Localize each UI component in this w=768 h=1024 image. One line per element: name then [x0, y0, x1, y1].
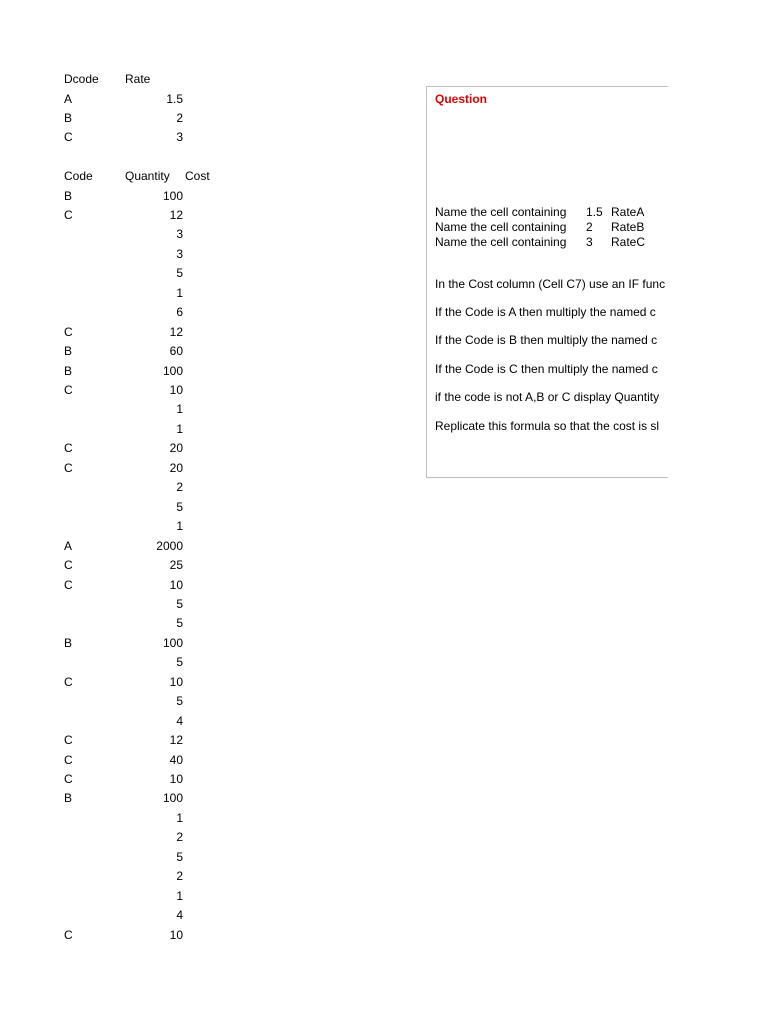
dcode-cell[interactable]: A	[64, 91, 73, 106]
rate-cell[interactable]: 2	[176, 110, 183, 125]
header-cost[interactable]: Cost	[185, 169, 210, 183]
instruction-line: If the Code is C then multiply the named c	[435, 362, 658, 376]
quantity-cell[interactable]: 10	[169, 577, 183, 592]
code-cell[interactable]: B	[64, 188, 73, 203]
name-instruction-value: 3	[586, 235, 593, 249]
quantity-cell[interactable]: 100	[162, 188, 183, 203]
header-quantity[interactable]: Quantity	[125, 169, 170, 183]
code-cell[interactable]: C	[64, 207, 73, 222]
quantity-cell[interactable]: 12	[169, 207, 183, 222]
quantity-cell[interactable]: 10	[169, 927, 183, 942]
quantity-cell[interactable]: 10	[169, 674, 183, 689]
quantity-cell[interactable]: 4	[176, 713, 183, 728]
name-instruction-text: Name the cell containing	[435, 220, 567, 234]
header-code[interactable]: Code	[64, 169, 93, 183]
code-cell[interactable]: C	[64, 460, 73, 475]
code-cell[interactable]: C	[64, 324, 73, 339]
code-cell[interactable]: A	[64, 538, 73, 553]
quantity-cell[interactable]: 5	[176, 596, 183, 611]
quantity-cell[interactable]: 20	[169, 460, 183, 475]
quantity-cell[interactable]: 2	[176, 869, 183, 884]
quantity-cell[interactable]: 12	[169, 324, 183, 339]
quantity-cell[interactable]: 5	[176, 655, 183, 670]
name-instruction-text: Name the cell containing	[435, 205, 567, 219]
quantity-cell[interactable]: 1	[176, 810, 183, 825]
dcode-cell[interactable]: B	[64, 110, 73, 125]
header-dcode[interactable]: Dcode	[64, 72, 99, 86]
code-cell[interactable]: B	[64, 635, 73, 650]
name-instruction-name: RateB	[611, 220, 645, 234]
name-instruction-name: RateC	[611, 235, 646, 249]
rate-cell[interactable]: 3	[176, 130, 183, 145]
quantity-cell[interactable]: 1	[176, 421, 183, 436]
code-cell[interactable]: C	[64, 441, 73, 456]
quantity-cell[interactable]: 12	[169, 733, 183, 748]
quantity-cell[interactable]: 40	[169, 752, 183, 767]
instruction-line: In the Cost column (Cell C7) use an IF func	[435, 277, 666, 291]
code-cell[interactable]: B	[64, 791, 73, 806]
code-cell[interactable]: B	[64, 363, 73, 378]
quantity-cell[interactable]: 4	[176, 908, 183, 923]
quantity-cell[interactable]: 5	[176, 694, 183, 709]
quantity-cell[interactable]: 100	[162, 635, 183, 650]
code-cell[interactable]: C	[64, 674, 73, 689]
dcode-cell[interactable]: C	[64, 130, 73, 145]
code-cell[interactable]: C	[64, 772, 73, 786]
quantity-cell[interactable]: 60	[169, 344, 183, 359]
quantity-cell[interactable]: 10	[169, 383, 183, 397]
instruction-line: Replicate this formula so that the cost is sl	[435, 419, 660, 433]
name-instruction-value: 1.5	[586, 205, 603, 219]
name-instruction-name: RateA	[611, 205, 645, 219]
quantity-cell[interactable]: 10	[169, 772, 183, 786]
quantity-cell[interactable]: 2000	[156, 538, 183, 553]
quantity-cell[interactable]: 20	[169, 441, 183, 456]
quantity-cell[interactable]: 100	[162, 791, 183, 806]
code-cell[interactable]: C	[64, 558, 73, 573]
quantity-cell[interactable]: 5	[176, 266, 183, 281]
quantity-cell[interactable]: 5	[176, 849, 183, 864]
instruction-line: If the Code is B then multiply the named c	[435, 333, 658, 347]
quantity-cell[interactable]: 25	[169, 558, 183, 573]
code-cell[interactable]: B	[64, 344, 73, 359]
quantity-cell[interactable]: 5	[176, 499, 183, 514]
question-title: Question	[435, 92, 488, 106]
question-textbox[interactable]	[426, 86, 668, 478]
code-cell[interactable]: C	[64, 752, 73, 767]
quantity-cell[interactable]: 2	[176, 830, 183, 845]
name-instruction-value: 2	[586, 220, 593, 234]
quantity-cell[interactable]: 1	[176, 285, 183, 300]
quantity-cell[interactable]: 3	[176, 246, 183, 261]
code-cell[interactable]: C	[64, 383, 73, 397]
quantity-cell[interactable]: 3	[176, 227, 183, 242]
instruction-line: If the Code is A then multiply the named c	[435, 305, 656, 319]
quantity-cell[interactable]: 5	[176, 616, 183, 631]
quantity-cell[interactable]: 100	[162, 363, 183, 378]
header-rate[interactable]: Rate	[125, 72, 151, 86]
code-cell[interactable]: C	[64, 577, 73, 592]
quantity-cell[interactable]: 2	[176, 480, 183, 495]
name-instruction-text: Name the cell containing	[435, 235, 567, 249]
quantity-cell[interactable]: 1	[176, 519, 183, 534]
quantity-cell[interactable]: 1	[176, 888, 183, 903]
code-cell[interactable]: C	[64, 927, 73, 942]
code-cell[interactable]: C	[64, 733, 73, 748]
quantity-cell[interactable]: 1	[176, 402, 183, 417]
rate-cell[interactable]: 1.5	[166, 91, 183, 106]
instruction-line: if the code is not A,B or C display Quantity	[435, 390, 660, 404]
quantity-cell[interactable]: 6	[176, 305, 183, 320]
